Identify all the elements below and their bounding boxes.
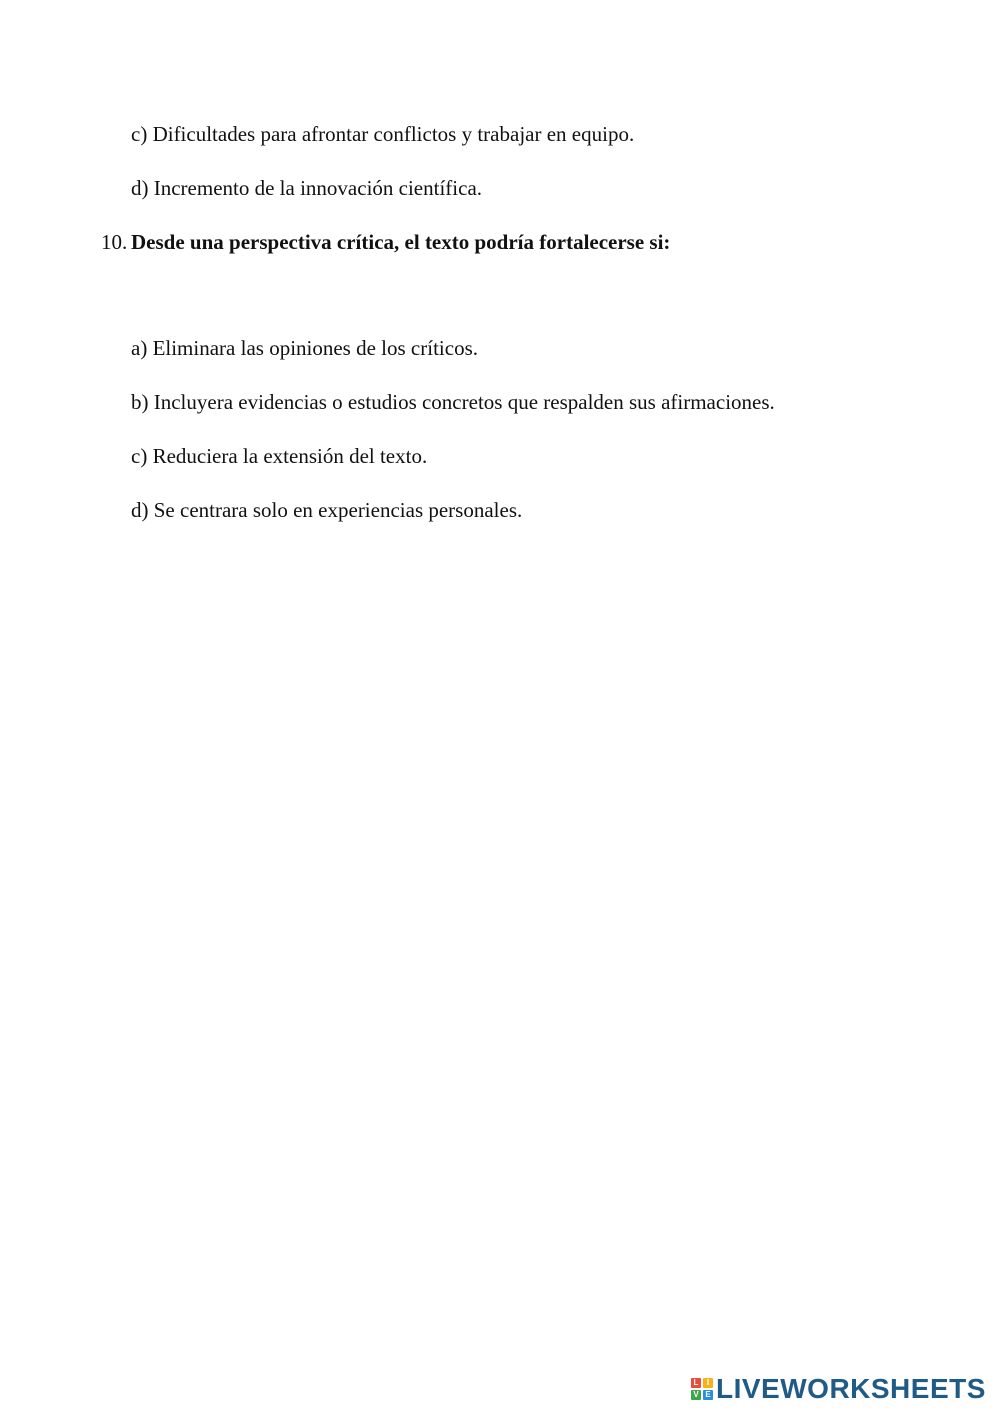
footer-branding <box>691 1371 986 1407</box>
logo-cell: V <box>691 1390 701 1400</box>
logo-cell: L <box>691 1378 701 1388</box>
q10-option-b: b) Incluyera evidencias o estudios concretos que respalden sus afirmaciones. <box>131 390 775 414</box>
q10-option-d: d) Se centrara solo en experiencias personales. <box>131 498 523 522</box>
question-text: Desde una perspectiva crítica, el texto podría fortalecerse si: <box>131 230 671 254</box>
question-number: 10. <box>101 230 128 254</box>
q9-option-d: d) Incremento de la innovación científica. <box>131 176 483 200</box>
brand-wordmark: LIVEWORKSHEETS <box>716 1373 986 1404</box>
liveworksheets-logo-icon <box>691 1378 713 1400</box>
q10-option-a: a) Eliminara las opiniones de los críticos. <box>131 336 478 360</box>
q9-option-c: c) Dificultades para afrontar conflictos y trabajar en equipo. <box>131 122 635 146</box>
logo-cell: I <box>703 1378 713 1388</box>
q10-option-c: c) Reduciera la extensión del texto. <box>131 444 428 468</box>
logo-cell: E <box>703 1390 713 1400</box>
